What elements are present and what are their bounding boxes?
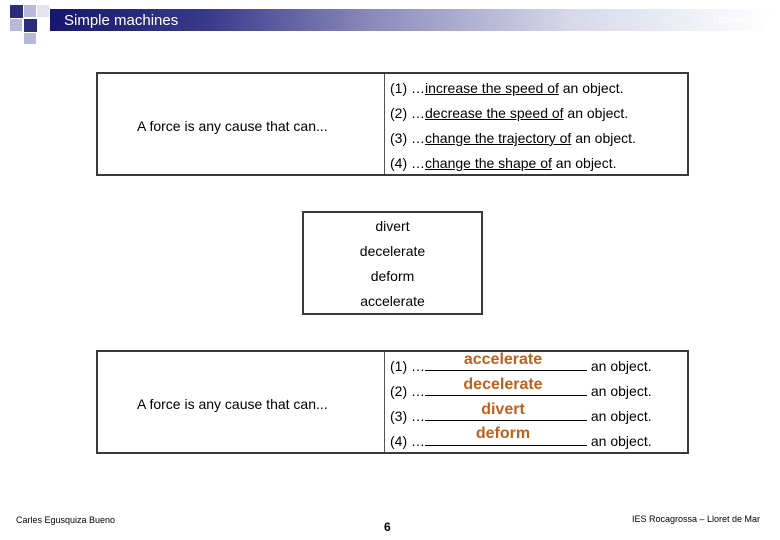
item-number: (1) … — [390, 80, 425, 96]
item-number: (1) … — [390, 358, 425, 374]
item-suffix: an object. — [571, 130, 636, 146]
word-bank-item: divert — [375, 218, 410, 234]
item-phrase: change the trajectory of — [425, 130, 572, 146]
header-square-5 — [24, 19, 37, 32]
definition-item-1 — [390, 80, 623, 96]
item-number: (3) … — [390, 130, 425, 146]
header-square-2 — [24, 5, 36, 17]
definition-item-2 — [390, 105, 628, 121]
word-bank-item: accelerate — [360, 293, 425, 309]
word-bank-item: deform — [370, 268, 415, 284]
header-square-4 — [10, 19, 22, 31]
answer-box — [96, 350, 689, 454]
answer-divider — [384, 352, 385, 452]
answer-lead-text: A force is any cause that can... — [137, 396, 328, 412]
slide-title: Simple machines — [64, 12, 179, 29]
footer-author: Carles Egusquiza Bueno — [16, 515, 116, 525]
word-bank-box — [302, 211, 483, 315]
definition-item-3 — [390, 130, 636, 146]
answer-fill-3: divert — [481, 401, 525, 418]
header-square-3 — [37, 5, 49, 17]
definition-lead-text: A force is any cause that can... — [137, 118, 328, 134]
answer-fill-4: deform — [475, 425, 531, 442]
header-square-6 — [24, 33, 36, 44]
definition-divider — [384, 74, 385, 174]
header-square-1 — [10, 5, 23, 18]
item-suffix: an object. — [558, 80, 624, 96]
answer-fill-1: accelerate — [463, 351, 543, 368]
item-number: (2) … — [390, 383, 425, 399]
item-suffix: an object. — [551, 155, 617, 171]
page-number: 6 — [384, 520, 391, 534]
footer-school: IES Rocagrossa – Lloret de Mar — [631, 514, 760, 524]
item-number: (3) … — [390, 408, 425, 424]
item-number: (2) … — [390, 105, 425, 121]
word-bank-item: decelerate — [359, 243, 426, 259]
item-phrase: increase the speed of — [425, 80, 559, 96]
item-suffix: an object. — [563, 105, 629, 121]
item-number: (4) … — [390, 155, 425, 171]
definition-box — [96, 72, 689, 176]
definition-item-4 — [390, 155, 617, 171]
item-suffix: an object. — [587, 408, 652, 424]
item-phrase: decrease the speed of — [425, 105, 564, 121]
answer-fill-2: decelerate — [463, 376, 543, 393]
item-suffix: an object. — [587, 433, 652, 449]
subject-tag: TECHNOLOGY — [712, 16, 772, 25]
item-number: (4) … — [390, 433, 425, 449]
item-phrase: change the shape of — [425, 155, 552, 171]
item-suffix: an object. — [587, 383, 652, 399]
item-suffix: an object. — [587, 358, 652, 374]
